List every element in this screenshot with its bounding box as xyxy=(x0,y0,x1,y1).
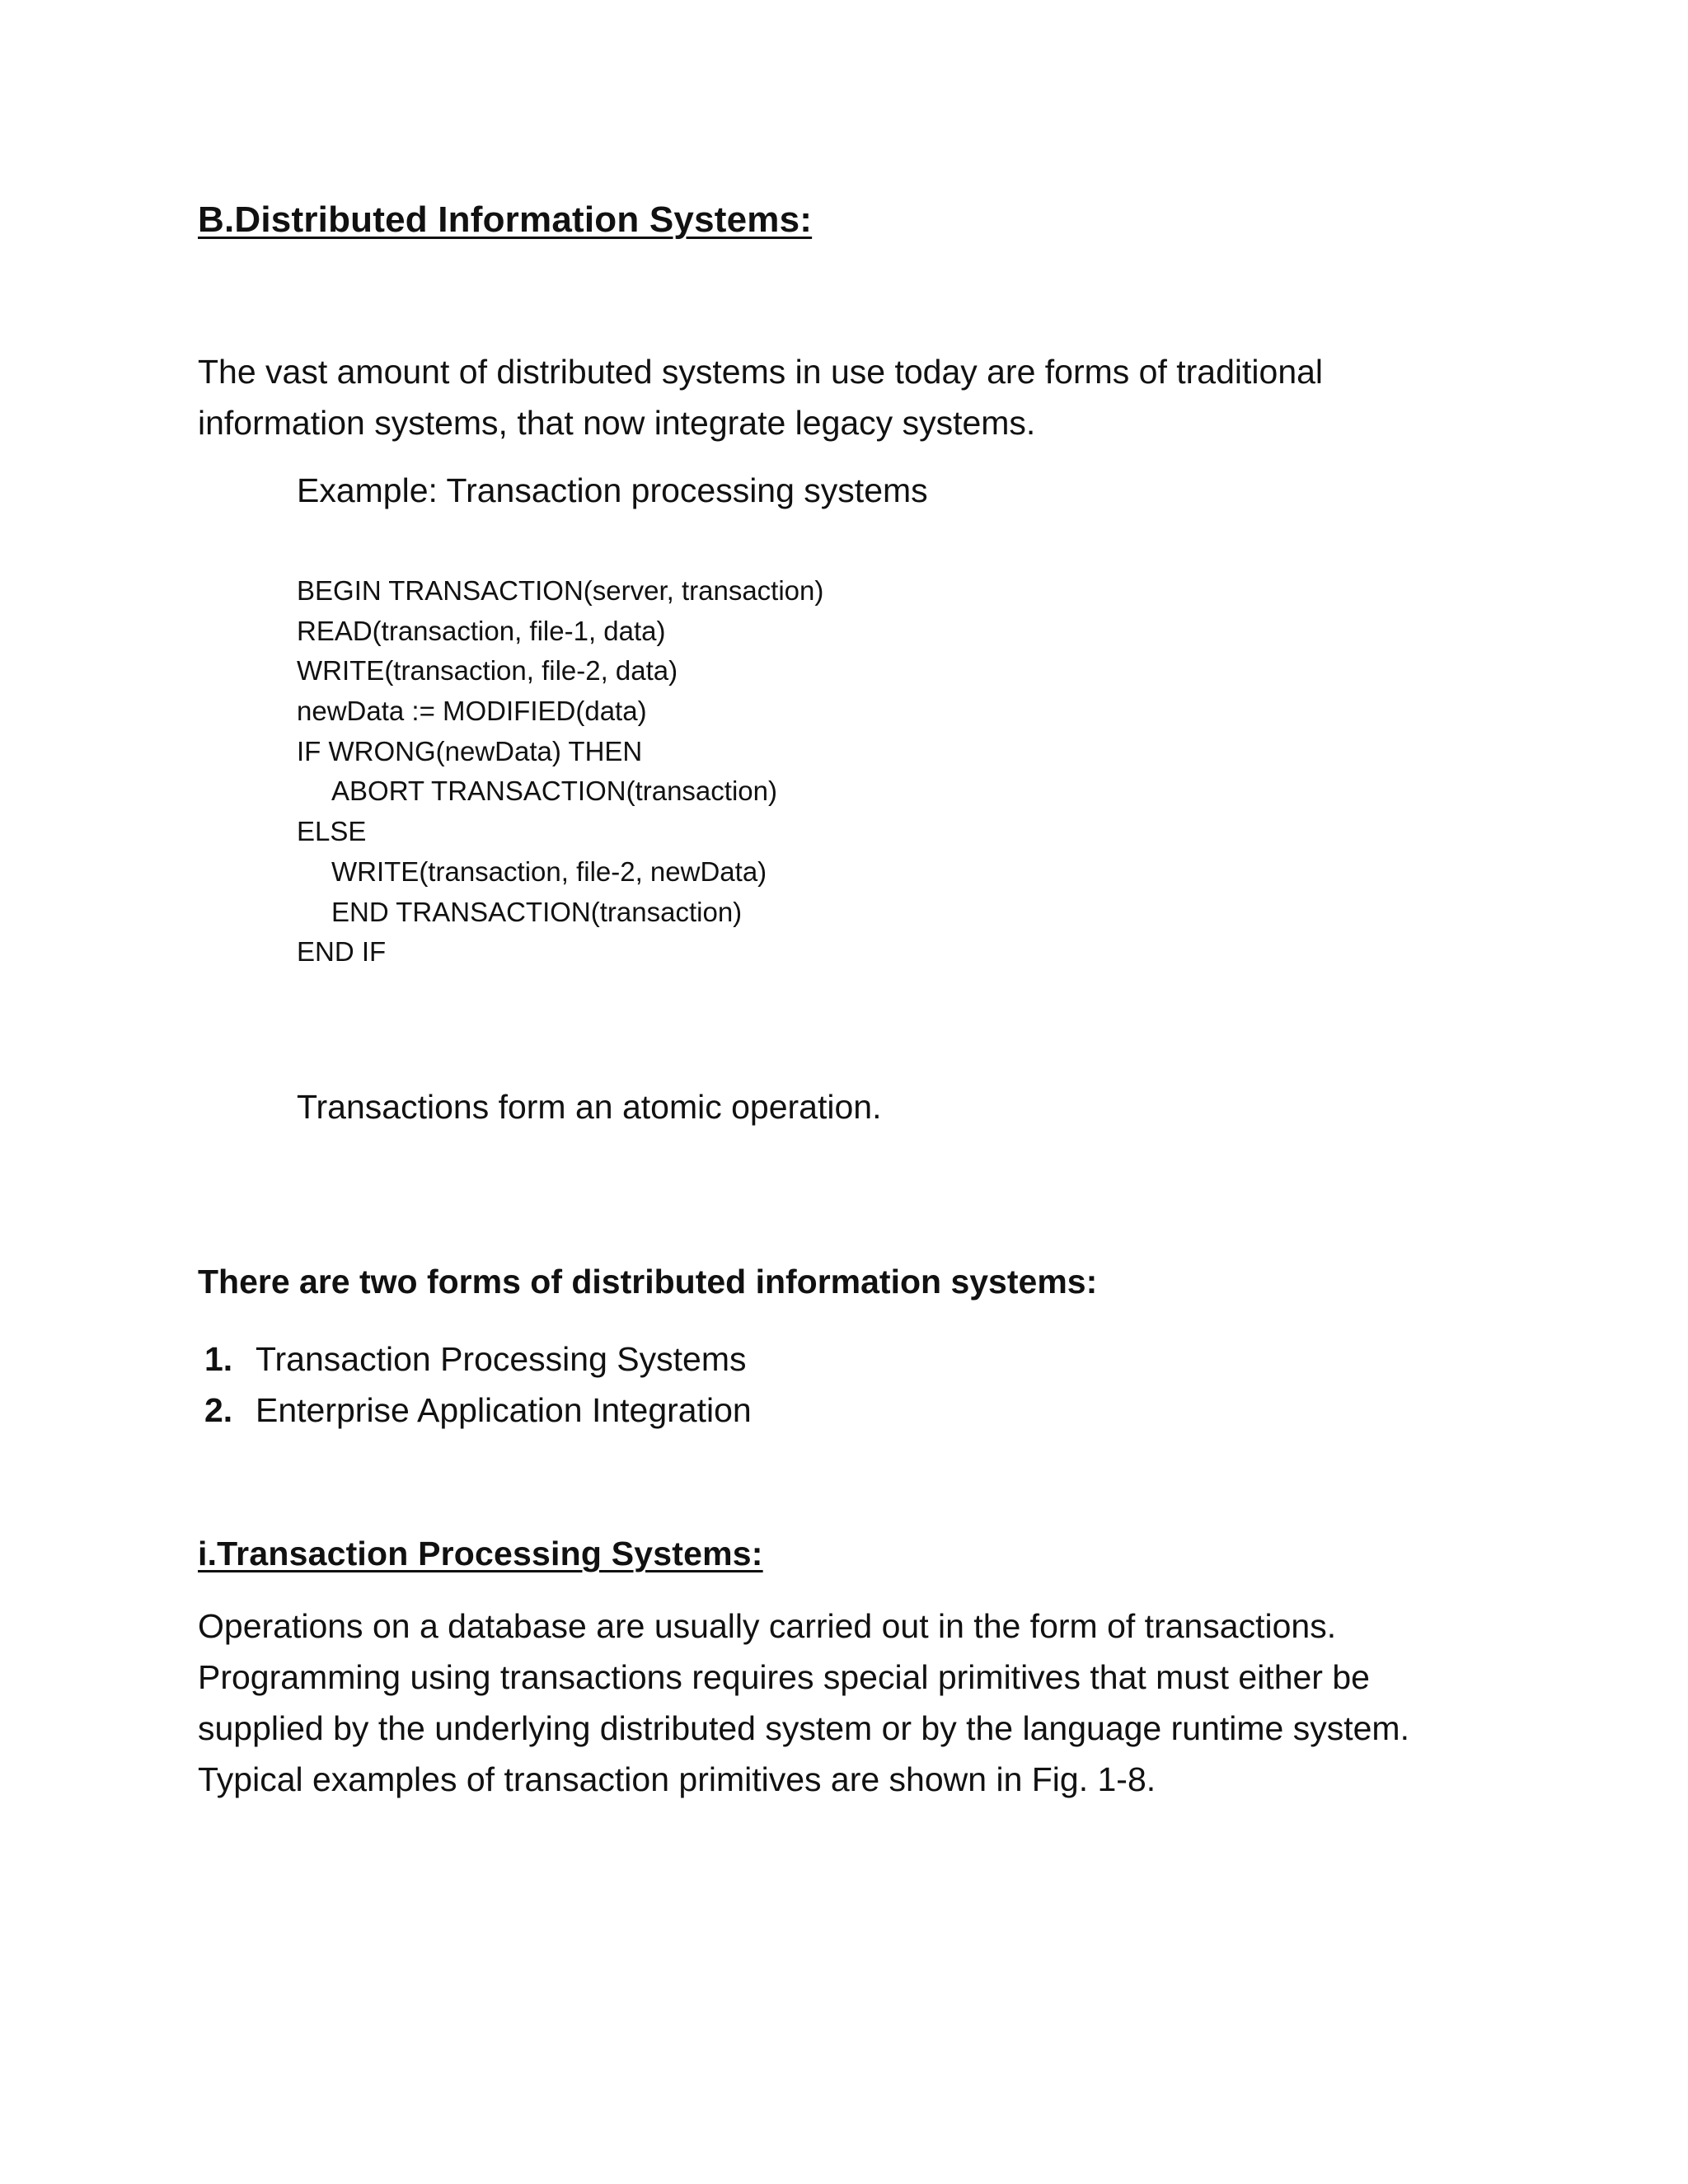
code-line: WRITE(transaction, file-2, data) xyxy=(297,655,678,687)
list-number: 1. xyxy=(204,1340,233,1378)
intro-line: The vast amount of distributed systems in use today are forms of traditional xyxy=(198,353,1324,391)
intro-line: information systems, that now integrate legacy systems. xyxy=(198,404,1036,442)
code-line: ELSE xyxy=(297,816,367,847)
list-label: Transaction Processing Systems xyxy=(256,1340,747,1378)
atomic-note: Transactions form an atomic operation. xyxy=(297,1088,882,1126)
intro-paragraph xyxy=(198,346,1323,448)
code-line: newData := MODIFIED(data) xyxy=(297,696,647,727)
forms-list xyxy=(204,1333,752,1436)
list-item xyxy=(204,1385,752,1436)
tps-line: supplied by the underlying distributed system or by the language runtime system. xyxy=(198,1709,1409,1747)
tps-line: Operations on a database are usually carried out in the form of transactions. xyxy=(198,1607,1337,1645)
subsection-title: i.Transaction Processing Systems: xyxy=(198,1535,763,1572)
code-line: ABORT TRANSACTION(transaction) xyxy=(331,776,777,807)
tps-line: Typical examples of transaction primitives are shown in Fig. 1-8. xyxy=(198,1760,1156,1798)
code-line: BEGIN TRANSACTION(server, transaction) xyxy=(297,575,824,606)
code-line: END IF xyxy=(297,936,387,968)
tps-line: Programming using transactions requires special primitives that must either be xyxy=(198,1658,1370,1696)
list-item xyxy=(204,1333,752,1385)
tps-paragraph xyxy=(198,1601,1409,1805)
code-line: END TRANSACTION(transaction) xyxy=(331,896,743,927)
section-title: B.Distributed Information Systems: xyxy=(198,199,813,240)
code-line: IF WRONG(newData) THEN xyxy=(297,735,643,766)
list-label: Enterprise Application Integration xyxy=(256,1391,752,1429)
forms-heading: There are two forms of distributed information systems: xyxy=(198,1263,1098,1301)
example-label: Example: Transaction processing systems xyxy=(297,471,928,509)
pseudocode-block xyxy=(297,571,823,972)
list-number: 2. xyxy=(204,1391,233,1429)
code-line: WRITE(transaction, file-2, newData) xyxy=(331,855,767,887)
code-line: READ(transaction, file-1, data) xyxy=(297,615,666,646)
